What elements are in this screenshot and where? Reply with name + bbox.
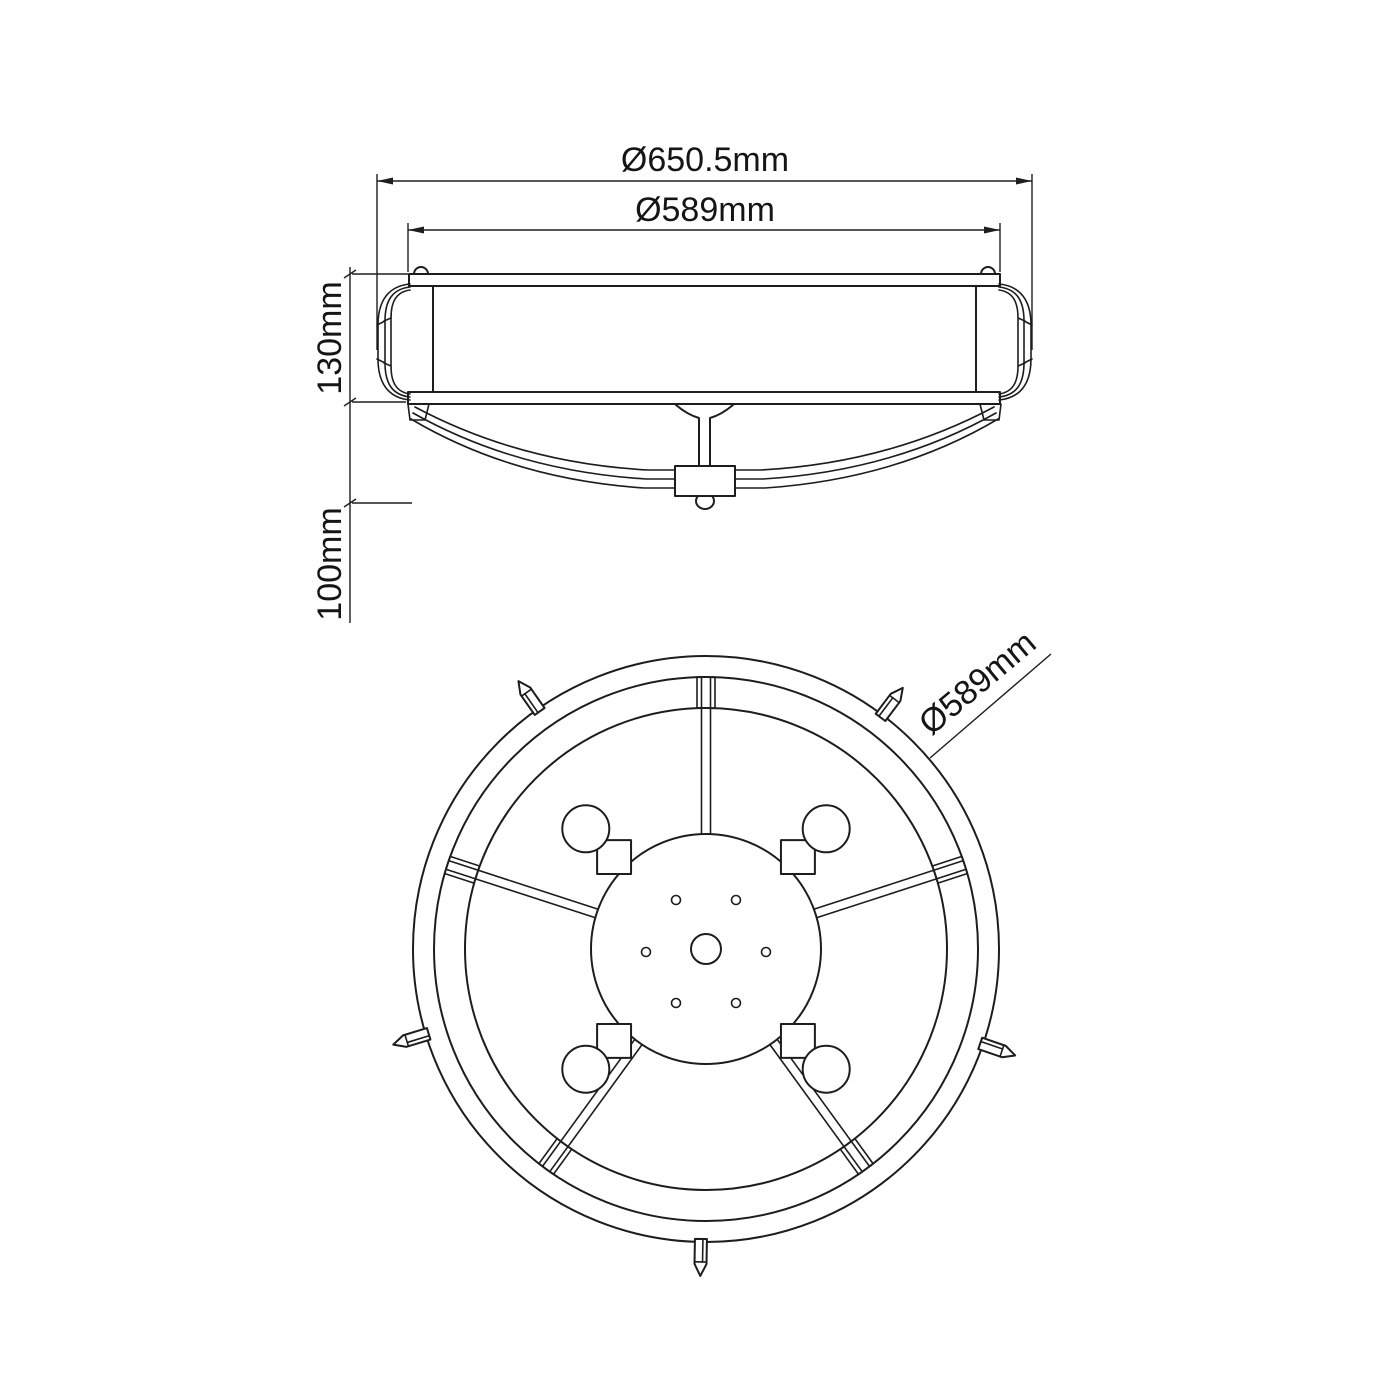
bottom-band [408, 392, 1000, 404]
mounting-clip [514, 678, 545, 715]
dimension-shade-diameter [408, 191, 1000, 272]
stem-drop-label: 100mm [311, 507, 349, 621]
shade-diameter-label: Ø589mm [635, 191, 775, 229]
mounting-clip [876, 684, 908, 721]
mounting-clip [694, 1239, 707, 1276]
mounting-clip [978, 1038, 1017, 1061]
mounting-clip [392, 1028, 431, 1050]
center-box [675, 466, 735, 496]
top-band [409, 274, 1000, 286]
bottom-diameter-label: Ø589mm [911, 623, 1044, 743]
side-view [311, 141, 1032, 623]
dimension-bottom-diameter [912, 624, 1051, 758]
dimension-heights [311, 267, 412, 623]
spoke [697, 677, 715, 837]
side-view-fixture [377, 267, 1032, 509]
bottom-view [392, 624, 1051, 1277]
left-bracket-and-arm [377, 284, 676, 488]
right-screw-bump [981, 267, 995, 274]
dimension-outer-diameter [377, 141, 1032, 350]
outer-diameter-label: Ø650.5mm [620, 141, 790, 179]
left-screw-bump [414, 267, 428, 274]
body-height-label: 130mm [311, 281, 349, 395]
bottom-view-body [392, 656, 1018, 1276]
center-stem-assembly [675, 405, 735, 509]
right-bracket-and-arm [733, 284, 1032, 488]
